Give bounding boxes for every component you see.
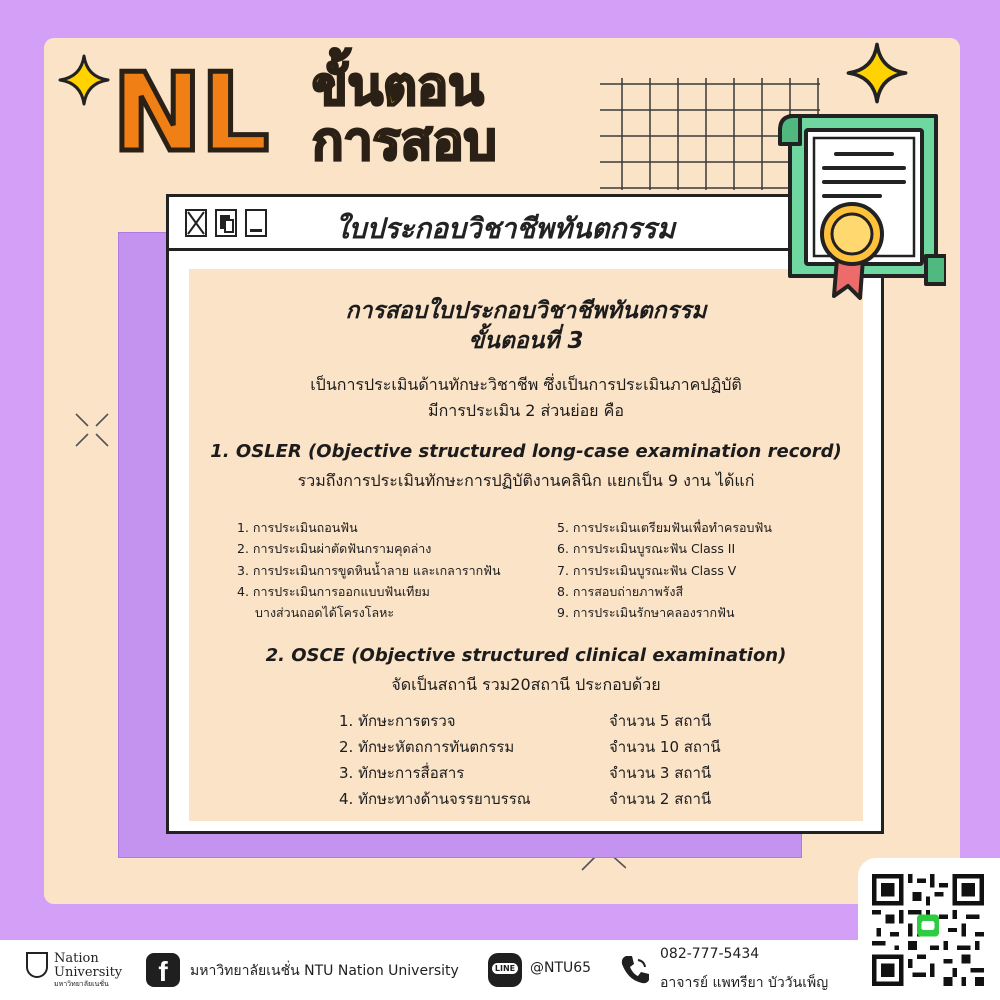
osce-heading: 2. OSCE (Objective structured clinical examination) — [265, 645, 787, 666]
copy-box-icon[interactable] — [215, 209, 237, 237]
osce-count: จำนวน 3 สถานี — [609, 764, 712, 782]
facebook-link[interactable]: มหาวิทยาลัยเนชั่น NTU Nation University — [190, 963, 459, 979]
osce-skill: 2. ทักษะหัตถการทันตกรรม — [339, 738, 515, 756]
list-item: บางส่วนถอดได้โครงโลหะ — [255, 605, 395, 620]
contact-name: อาจารย์ แพทรียา บัววันเพ็ญ — [660, 975, 829, 991]
osler-heading: 1. OSLER (Objective structured long-case examination record) — [210, 441, 842, 462]
content-panel — [189, 269, 863, 821]
osce-row — [339, 787, 759, 811]
footer-bar — [0, 940, 1000, 1000]
osler-left-list — [237, 517, 501, 623]
title-thai — [312, 57, 497, 173]
list-item: 5. การประเมินเตรียมฟันเพื่อทำครอบฟัน — [557, 520, 772, 535]
osce-skill: 3. ทักษะการสื่อสาร — [339, 764, 465, 782]
heading-line2: ขั้นตอนที่ 3 — [468, 328, 584, 354]
minimize-box-icon[interactable] — [245, 209, 267, 237]
certificate-icon — [770, 106, 946, 306]
cross-sparkle-icon — [74, 412, 110, 448]
qr-code[interactable] — [872, 874, 984, 986]
list-item: 7. การประเมินบูรณะฟัน Class V — [557, 562, 737, 578]
osce-row — [339, 735, 759, 759]
title-nl: NL — [112, 51, 268, 176]
list-item: 8. การสอบถ่ายภาพรังสี — [557, 583, 684, 599]
list-item: 4. การประเมินการออกแบบฟันเทียม — [237, 583, 430, 599]
intro-line1: เป็นการประเมินด้านทักษะวิชาชีพ ซึ่งเป็นการประเมินภาคปฏิบัติ — [310, 375, 742, 394]
nation-university-logo — [20, 948, 128, 992]
logo-text — [54, 952, 122, 979]
logo-subtext: มหาวิทยาลัยเนชั่น — [54, 980, 109, 988]
osce-skill: 1. ทักษะการตรวจ — [339, 712, 456, 730]
list-item: 3. การประเมินการขูดหินน้ำลาย และเกลารากฟัน — [237, 562, 501, 578]
facebook-icon[interactable]: f — [146, 953, 180, 987]
sparkle-icon — [58, 54, 110, 106]
sparkle-icon — [846, 42, 908, 104]
list-item: 6. การประเมินบูรณะฟัน Class II — [557, 541, 736, 557]
close-box-icon[interactable] — [185, 209, 207, 237]
osce-count: จำนวน 2 สถานี — [609, 790, 712, 808]
osce-count: จำนวน 10 สถานี — [609, 738, 721, 756]
osce-row — [339, 761, 759, 785]
phone-number[interactable]: 082-777-5434 — [660, 946, 760, 962]
osce-subheading: จัดเป็นสถานี รวม20สถานี ประกอบด้วย — [391, 675, 661, 694]
window-title: ใบประกอบวิชาชีพทันตกรรม — [335, 212, 676, 245]
list-item: 2. การประเมินผ่าตัดฟันกรามคุดล่าง — [237, 541, 432, 557]
osler-subheading: รวมถึงการประเมินทักษะการปฏิบัติงานคลินิก แยกเป็น 9 งาน ได้แก่ — [297, 471, 755, 490]
logo-line2: University — [54, 964, 123, 980]
qr-code-panel — [858, 858, 1000, 1000]
shield-icon — [26, 952, 48, 978]
osler-right-list — [557, 517, 772, 623]
logo-line1: Nation — [54, 951, 99, 966]
osce-count: จำนวน 5 สถานี — [609, 712, 712, 730]
window-controls — [185, 209, 267, 237]
title-thai-line1: ขั้นตอน — [312, 57, 484, 117]
line-id[interactable]: @NTU65 — [530, 960, 592, 976]
osce-skill: 4. ทักษะทางด้านจรรยาบรรณ — [339, 790, 531, 808]
list-item: 9. การประเมินรักษาคลองรากฟัน — [557, 605, 735, 620]
osce-row — [339, 709, 759, 733]
line-icon[interactable] — [488, 953, 522, 987]
line-icon-label: LINE — [492, 963, 518, 974]
list-item: 1. การประเมินถอนฟัน — [237, 520, 358, 535]
intro-line2: มีการประเมิน 2 ส่วนย่อย คือ — [428, 401, 624, 420]
title-thai-line2: การสอบ — [312, 112, 497, 173]
phone-icon[interactable] — [618, 952, 652, 986]
heading-line1: การสอบใบประกอบวิชาชีพทันตกรรม — [345, 298, 707, 324]
